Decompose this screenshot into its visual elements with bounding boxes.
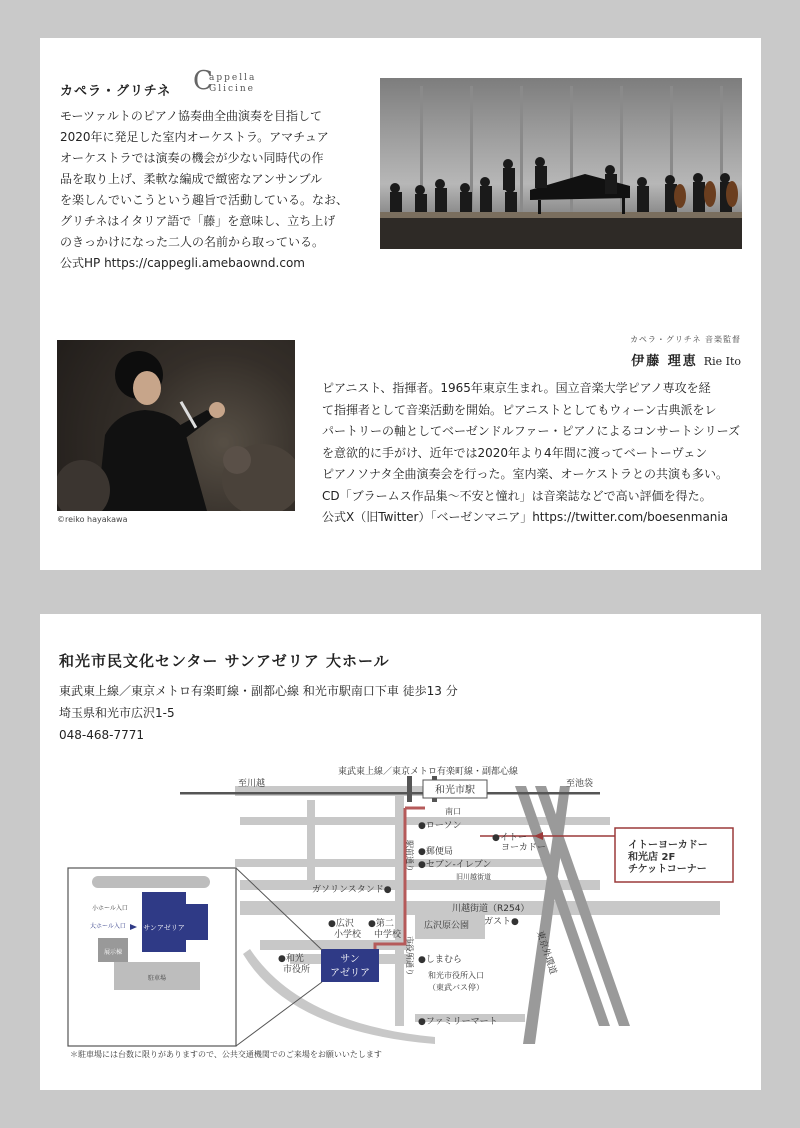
- svg-text:展示棟: 展示棟: [103, 949, 123, 956]
- rail-label: 東武東上線／東京メトロ有楽町線・副都心線: [338, 767, 519, 777]
- conductor-bio: ピアニスト、指揮者。1965年東京生まれ。国立音楽大学ピアノ専攻を経 て指揮者として音楽活動を開始。ピアニストとしてもウィーン古典派をレ パートリーの軸としてベーゼンドルファー・ピアノによるコンサートシリーズ を意欲的に手がけ、近年では2020年より4年間に渡ってベートーヴェン ピアノソナタ全曲演奏会を行った。室内楽、オーケストラとの共演も多い。 CD「ブラームス作品集〜不安と憧れ」は音楽誌などで高い評価を得た。 公式X（旧Twitter）「ベーゼンマニア」https://twitter.com/boesenmania: [322, 381, 740, 524]
- conductor-name: [631, 350, 741, 369]
- south-exit: 南口: [445, 807, 461, 816]
- ticket-line1: イトーヨーカドー: [628, 840, 708, 851]
- access-map: [40, 614, 761, 1090]
- post-office: ●郵便局: [418, 847, 453, 857]
- gusto: ガスト●: [484, 917, 519, 927]
- orchestra-logo: C appella Glicine: [193, 66, 257, 96]
- hirosawa-school-line1: ●広沢: [328, 919, 354, 929]
- svg-text:小ホール入口: 小ホール入口: [92, 905, 128, 912]
- venue-access: 東武東上線／東京メトロ有楽町線・副都心線 和光市駅南口下車 徒歩13 分: [59, 684, 458, 698]
- bus-stop-line1: 和光市役所入口: [428, 971, 484, 980]
- station-label: 和光市駅: [435, 785, 475, 796]
- venue-panel: [40, 614, 761, 1090]
- conductor-name-jp: 伊藤 理恵: [631, 354, 698, 369]
- station-road: [395, 786, 404, 1026]
- ticket-line3: チケットコーナー: [628, 864, 707, 875]
- bus-stop-line2: （東武バス停）: [428, 983, 484, 992]
- road-left: [307, 800, 315, 880]
- family-mart: ●ファミリーマート: [418, 1017, 498, 1027]
- city-hall-road-label: 市役所通り: [405, 936, 414, 976]
- kawagoe-road-label: 川越街道（R254）: [452, 904, 530, 914]
- old-kawagoe-road-label: 旧川越街道: [456, 873, 491, 881]
- daini-school-line1: ●第二: [368, 919, 394, 929]
- gas-station: ガソリンスタンド●: [312, 885, 392, 895]
- ito-line2: ヨーカドー: [501, 843, 546, 853]
- sunazalea-line2: アゼリア: [330, 968, 370, 979]
- conductor-name-en: Rie Ito: [703, 355, 741, 368]
- venue-name: 和光市民文化センター サンアゼリア 大ホール: [59, 652, 390, 670]
- orchestra-description: モーツァルトのピアノ協奏曲全曲演奏を目指して 2020年に発足した室内オーケストラ。アマチュア オーケストラでは演奏の機会が少ない同時代の作 品を取り上げ、柔軟な編成で緻密なアンサンブル を楽しんでいこうという趣旨で活動している。なお、 グリチネはイタリア語で「藤」を意味し、立ち上げ のきっかけになった二人の名前から取っている。 公式HP https://cappegli.amebaownd.com: [60, 109, 349, 270]
- lawson: ●ローソン: [418, 821, 462, 831]
- svg-text:大ホール入口: 大ホール入口: [90, 923, 126, 930]
- conductor-role: カペラ・グリチネ 音楽監督: [629, 335, 741, 344]
- conductor-photo: [57, 340, 295, 511]
- inset-building: [142, 892, 186, 952]
- to-ikebukuro: 至池袋: [566, 779, 594, 789]
- station-road-label: 駅前通り: [405, 840, 414, 872]
- svg-text:駐車場: 駐車場: [147, 975, 167, 982]
- to-kawagoe: 至川越: [238, 779, 266, 789]
- daini-school-line2: 中学校: [374, 930, 402, 940]
- gaikan-label: 東京外環道: [534, 929, 558, 976]
- svg-text:サンアゼリア: サンアゼリア: [143, 924, 185, 932]
- city-hall-line1: ●和光: [278, 954, 304, 964]
- seven-eleven: ●セブン‐イレブン: [418, 860, 492, 870]
- ticket-line2: 和光店 2F: [628, 852, 676, 863]
- orchestra-title: カペラ・グリチネ: [60, 84, 172, 99]
- hirosawa-park-label: 広沢原公園: [424, 921, 470, 931]
- ito-line1: ●イトー: [492, 833, 527, 843]
- city-hall-line2: 市役所: [283, 965, 311, 975]
- venue-address: 埼玉県和光市広沢1-5: [59, 706, 175, 720]
- parking-note: ＊駐車場には台数に限りがありますので、公共交通機関でのご来場をお願いいたします: [70, 1050, 382, 1059]
- shimamura: ●しまむら: [418, 955, 462, 965]
- orchestra-profile-panel: [40, 38, 761, 570]
- photo-credit: ©reiko hayakawa: [57, 515, 128, 524]
- sunazalea-line1: サン: [340, 954, 360, 965]
- hirosawa-school-line2: 小学校: [334, 930, 362, 940]
- venue-phone: 048-468-7771: [59, 728, 145, 742]
- orchestra-photo: [380, 78, 742, 249]
